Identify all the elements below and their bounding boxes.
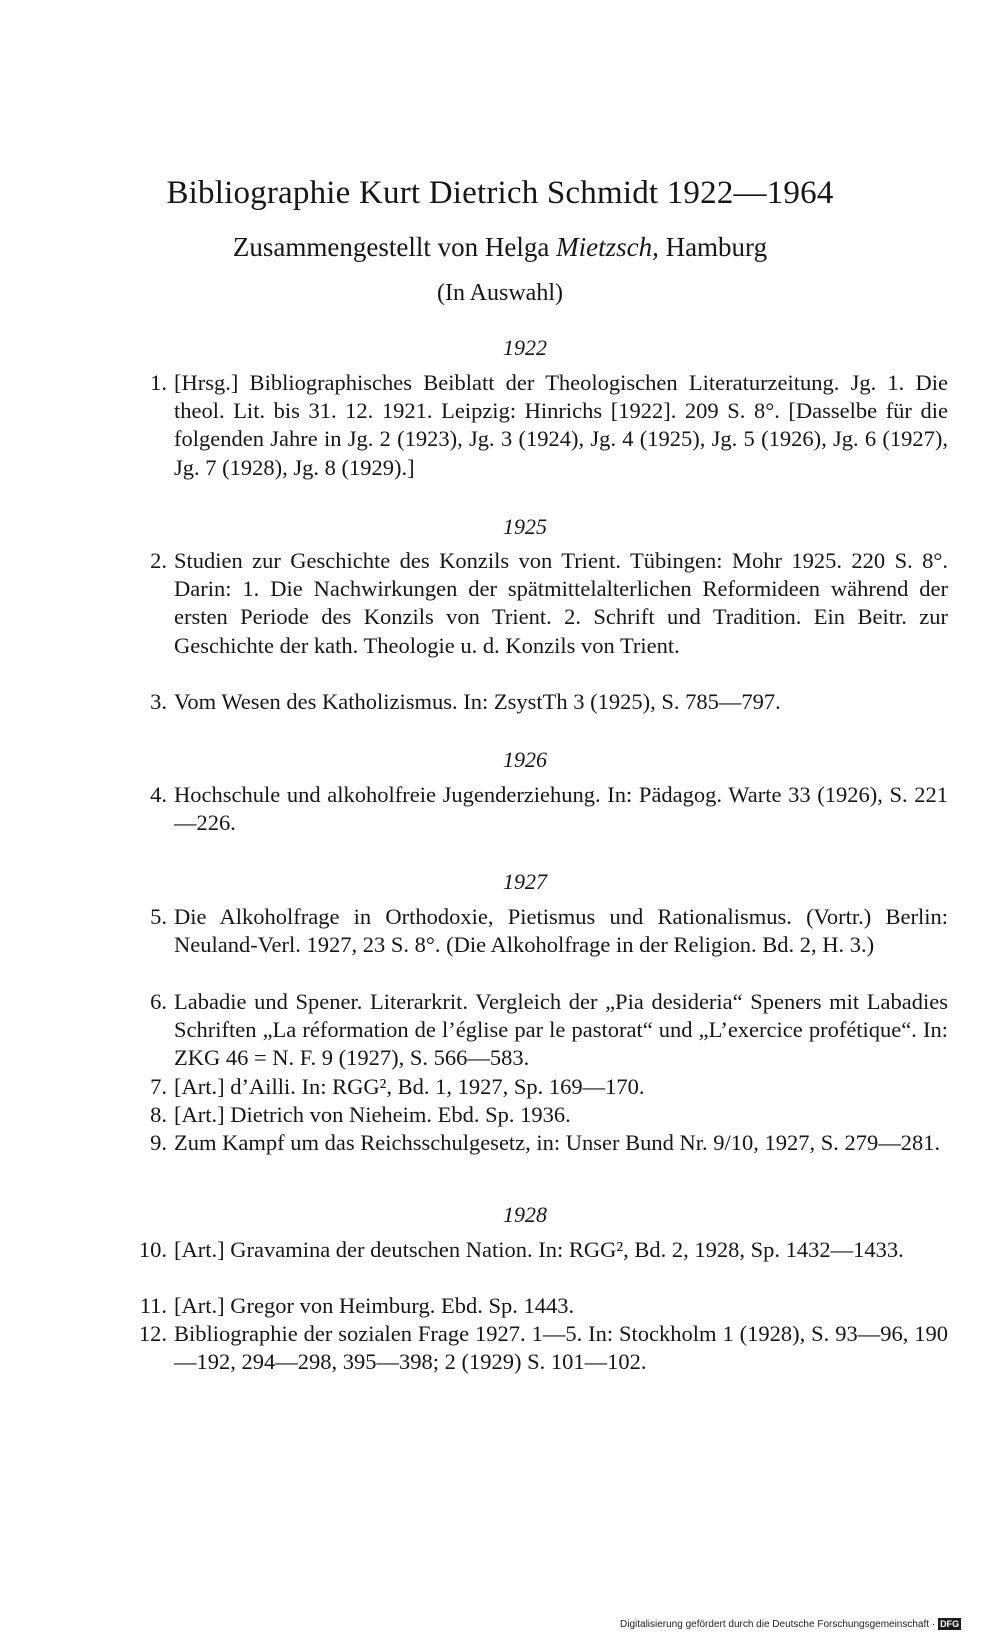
entry-text: Studien zur Geschichte des Konzils von Trient. Tübingen: Mohr 1925. 220 S. 8°. Darin: 1. Die Nachwirkungen der spätmittelalterlichen Reformideen während der ersten Periode des Konzils von Trient. 2. Schrift und Tradition. Ein Beitr. zur Geschichte der kath. Theologie u. d. Konzils von Trient. <box>174 548 948 658</box>
year-heading-1927: 1927 <box>503 869 547 894</box>
year-heading-1925: 1925 <box>503 514 547 539</box>
entry-number: 12. <box>138 1321 167 1346</box>
bibliography-entry-10 <box>138 1236 948 1264</box>
digitization-footer <box>620 1618 995 1632</box>
entry-text: [Hrsg.] Bibliographisches Beiblatt der Theologischen Literaturzeitung. Jg. 1. Die theol. Lit. bis 31. 12. 1921. Leipzig: Hinrichs [1922]. 209 S. 8°. [Dasselbe für die folgenden Jahre in Jg. 2 (1923), Jg. 3 (1924), Jg. 4 (1925), Jg. 5 (1926), Jg. 6 (1927), Jg. 7 (1928), Jg. 8 (1929).] <box>174 370 948 480</box>
entry-number: 7. <box>150 1074 167 1099</box>
entry-text: [Art.] Gregor von Heimburg. Ebd. Sp. 1443. <box>174 1293 575 1318</box>
bibliography-entry-11 <box>139 1292 948 1320</box>
dfg-logo-icon: DFG <box>940 1619 960 1630</box>
entry-number: 1. <box>150 370 167 395</box>
bibliography-entry-1 <box>150 369 948 482</box>
bibliography-entry-9 <box>150 1129 948 1157</box>
compiler-city: Hamburg <box>665 232 768 262</box>
entry-text: Vom Wesen des Katholizismus. In: ZsystTh 3 (1925), S. 785—797. <box>174 689 781 714</box>
entry-number: 9. <box>150 1130 167 1155</box>
entry-text: [Art.] d’Ailli. In: RGG², Bd. 1, 1927, Sp. 169—170. <box>174 1074 645 1099</box>
footer-text: Digitalisierung gefördert durch die Deutsche Forschungsgemeinschaft · <box>620 1619 936 1630</box>
entry-number: 10. <box>138 1237 167 1262</box>
entry-text: [Art.] Dietrich von Nieheim. Ebd. Sp. 1936. <box>174 1102 571 1127</box>
entry-text: Zum Kampf um das Reichsschulgesetz, in: Unser Bund Nr. 9/10, 1927, S. 279—281. <box>174 1130 941 1155</box>
selection-note: (In Auswahl) <box>437 280 563 306</box>
bibliography-entry-4 <box>150 781 948 837</box>
bibliography-entry-6 <box>150 988 948 1073</box>
entry-text: Bibliographie der sozialen Frage 1927. 1—5. In: Stockholm 1 (1928), S. 93—96, 190—192, 294—298, 395—398; 2 (1929) S. 101—102. <box>174 1321 948 1375</box>
compiler-line <box>0 230 1000 264</box>
entry-number: 5. <box>150 904 167 929</box>
entry-number: 6. <box>150 989 167 1014</box>
entry-number: 4. <box>150 782 167 807</box>
entry-number: 3. <box>150 689 167 714</box>
page-title: Bibliographie Kurt Dietrich Schmidt 1922—1964 <box>166 175 834 211</box>
year-heading-1928: 1928 <box>503 1202 547 1227</box>
year-heading-1926: 1926 <box>503 747 547 772</box>
entry-text: [Art.] Gravamina der deutschen Nation. In: RGG², Bd. 2, 1928, Sp. 1432—1433. <box>174 1237 904 1262</box>
entry-text: Hochschule und alkoholfreie Jugenderziehung. In: Pädagog. Warte 33 (1926), S. 221—226. <box>174 782 948 836</box>
bibliography-entry-7 <box>150 1073 948 1101</box>
bibliography-entry-8 <box>150 1101 948 1129</box>
compiler-prefix: Zusammengestellt von Helga <box>232 232 550 262</box>
bibliography-entry-2 <box>150 547 948 660</box>
bibliography-entry-12 <box>138 1320 948 1376</box>
compiler-name: Mietzsch, <box>556 232 659 262</box>
entry-text: Labadie und Spener. Literarkrit. Vergleich der „Pia desideria“ Speners mit Labadies Schriften „La réformation de l’église par le pastorat“ und „L’exercice profétique“. In: ZKG 46 = N. F. 9 (1927), S. 566—583. <box>174 989 948 1071</box>
entry-text: Die Alkoholfrage in Orthodoxie, Pietismus und Rationalismus. (Vortr.) Berlin: Neuland-Verl. 1927, 23 S. 8°. (Die Alkoholfrage in der Religion. Bd. 2, H. 3.) <box>174 904 948 958</box>
entry-number: 11. <box>139 1293 167 1318</box>
bibliography-entry-5 <box>150 903 948 959</box>
year-heading-1922: 1922 <box>503 335 547 360</box>
bibliography-entry-3 <box>150 688 948 716</box>
entry-number: 8. <box>150 1102 167 1127</box>
entry-number: 2. <box>150 548 167 573</box>
